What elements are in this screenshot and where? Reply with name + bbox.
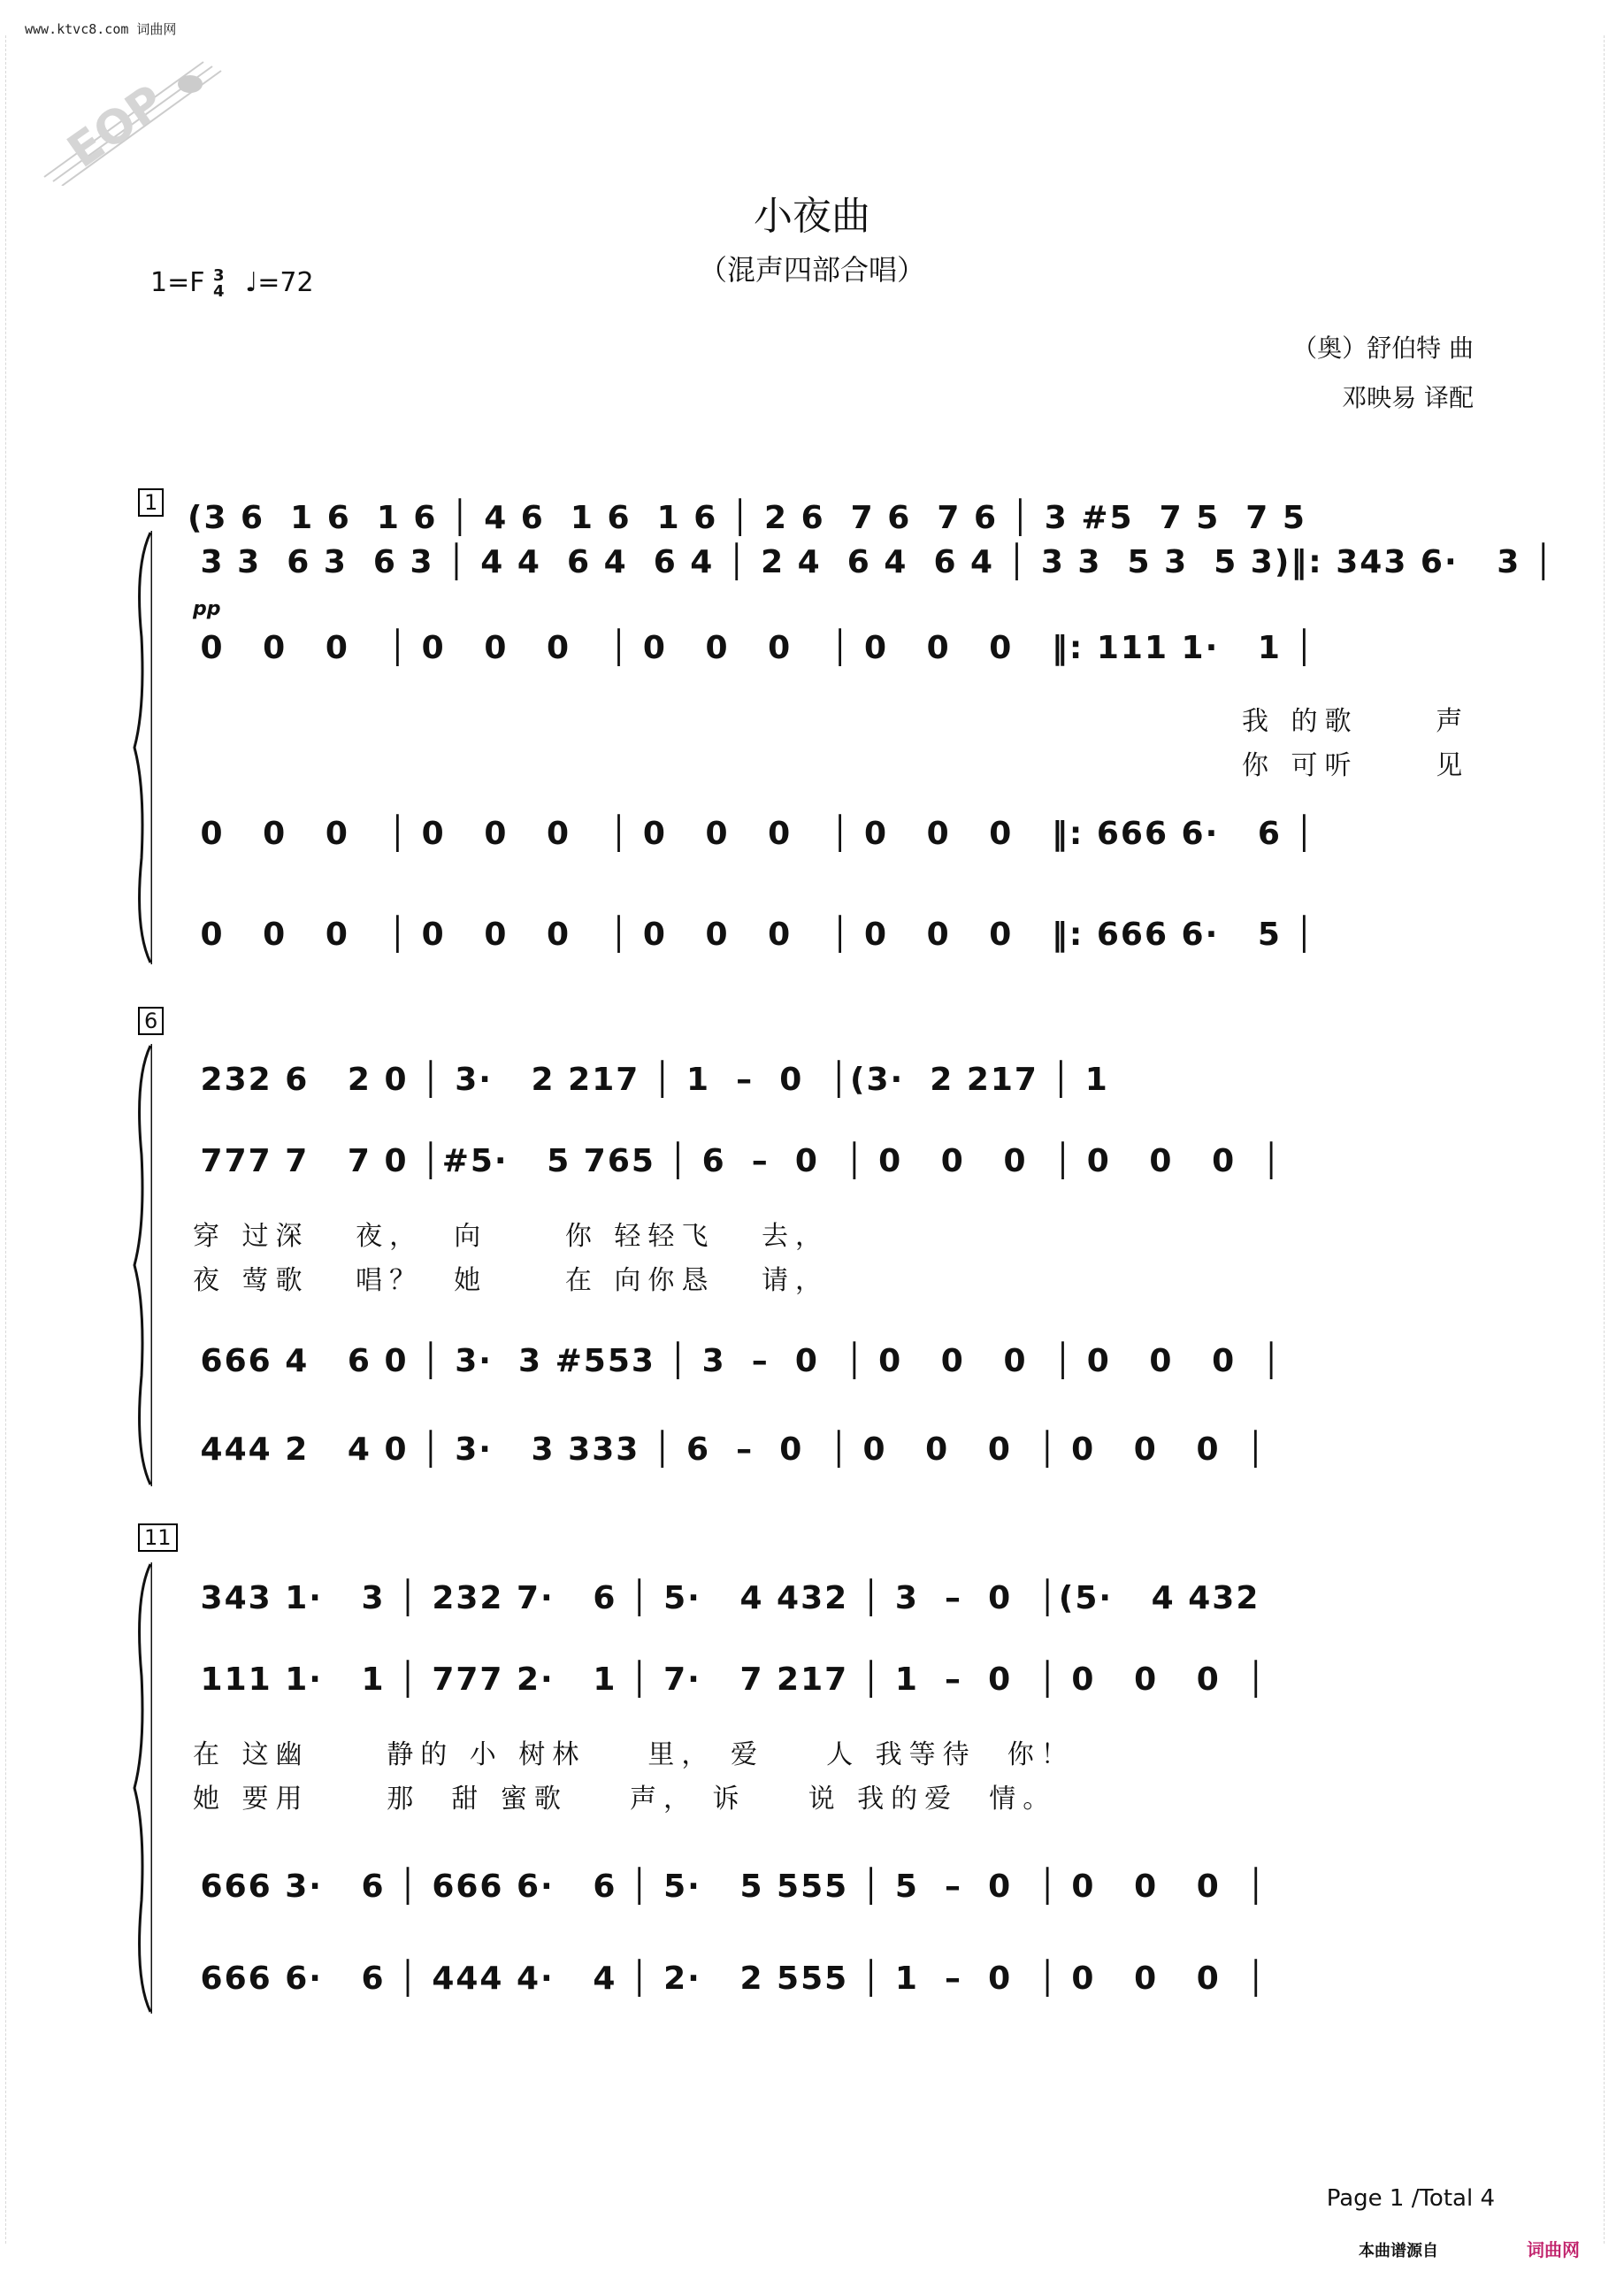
staff-soprano: 3 3 6 3 6 3 │ 4 4 6 4 6 4 │ 2 4 6 4 6 4 │ 3 3 5 3 5 3)‖: 343 6· 3 │ [188,544,1555,580]
staff-soprano: 343 1· 3 │ 232 7· 6 │ 5· 4 432 │ 3 – 0 │(5· 4 432 [188,1580,1273,1616]
measure-number: 11 [138,1523,178,1552]
staff-bass: 444 2 4 0 │ 3· 3 333 │ 6 – 0 │ 0 0 0 │ 0 0 0 │ [188,1431,1268,1468]
staff-tenor: 666 4 6 0 │ 3· 3 #553 │ 3 – 0 │ 0 0 0 │ 0 0 0 │ [188,1343,1283,1379]
key-signature [150,267,314,300]
lyrics-verse-2: 她 要用 那 甜 蜜歌 声， 诉 说 我的爱 情。 [193,1784,1057,1815]
tempo-mark: ♩=72 [245,267,314,298]
arranger-credit: 邓映易 译配 [1342,383,1474,412]
system-brace [133,1562,152,2014]
svg-text:EOP: EOP [58,75,174,179]
lyrics-verse-2: 夜 莺歌 唱？ 她 在 向你恳 请， [193,1265,830,1296]
system-brace [133,1044,152,1486]
time-bottom: 4 [213,281,225,301]
lyrics-verse-1: 在 这幽 静的 小 树林 里， 爱 人 我等待 你！ [193,1739,1075,1770]
page-indicator: Page 1 /Total 4 [1326,2185,1495,2212]
eop-watermark-logo [35,53,230,186]
lyrics-verse-1: 我 的歌 声 [1242,706,1470,737]
site-url: www.ktvc8.com 词曲网 [25,21,177,37]
brand-logo[interactable]: 词曲网 [1527,2239,1580,2260]
staff-bass: 666 6· 6 │ 444 4· 4 │ 2· 2 555 │ 1 – 0 │ 0 0 0 │ [188,1961,1268,1997]
system-brace [133,531,152,964]
lyrics-verse-2: 你 可听 见 [1242,750,1470,781]
staff-alto: 0 0 0 │ 0 0 0 │ 0 0 0 │ 0 0 0 ‖: 111 1· 1 │ [188,630,1316,666]
key-label: 1=F [150,267,205,298]
staff-tenor: 666 3· 6 │ 666 6· 6 │ 5· 5 555 │ 5 – 0 │ 0 0 0 │ [188,1868,1268,1905]
time-signature [213,265,225,301]
source-note: 本曲谱源自 [1359,2242,1438,2260]
time-top: 3 [213,265,225,285]
measure-number: 6 [138,1007,164,1035]
staff-tenor: 0 0 0 │ 0 0 0 │ 0 0 0 │ 0 0 0 ‖: 666 6· 6 │ [188,816,1316,852]
staff-alto: 777 7 7 0 │#5· 5 765 │ 6 – 0 │ 0 0 0 │ 0 0 0 │ [188,1143,1283,1179]
measure-number: 1 [138,488,164,517]
composer-credit: （奥）舒伯特 曲 [1292,334,1474,363]
lyrics-verse-1: 穿 过深 夜， 向 你 轻轻飞 去， [193,1221,830,1252]
right-margin-strip [1604,35,1619,2244]
song-title: 小夜曲 [754,194,870,239]
staff-piano-upper: (3 6 1 6 1 6 │ 4 6 1 6 1 6 │ 2 6 7 6 7 6 │ 3 #5 7 5 7 5 [188,500,1320,536]
staff-soprano-piano-upper: 232 6 2 0 │ 3· 2 217 │ 1 – 0 │(3· 2 217 │ 1 [188,1062,1213,1098]
song-subtitle: （混声四部合唱） [698,253,925,287]
dynamic-marking: pp [193,598,221,620]
staff-bass: 0 0 0 │ 0 0 0 │ 0 0 0 │ 0 0 0 ‖: 666 6· 5 │ [188,917,1316,953]
staff-alto: 111 1· 1 │ 777 2· 1 │ 7· 7 217 │ 1 – 0 │ 0 0 0 │ [188,1661,1268,1698]
left-margin-strip [5,35,20,2244]
